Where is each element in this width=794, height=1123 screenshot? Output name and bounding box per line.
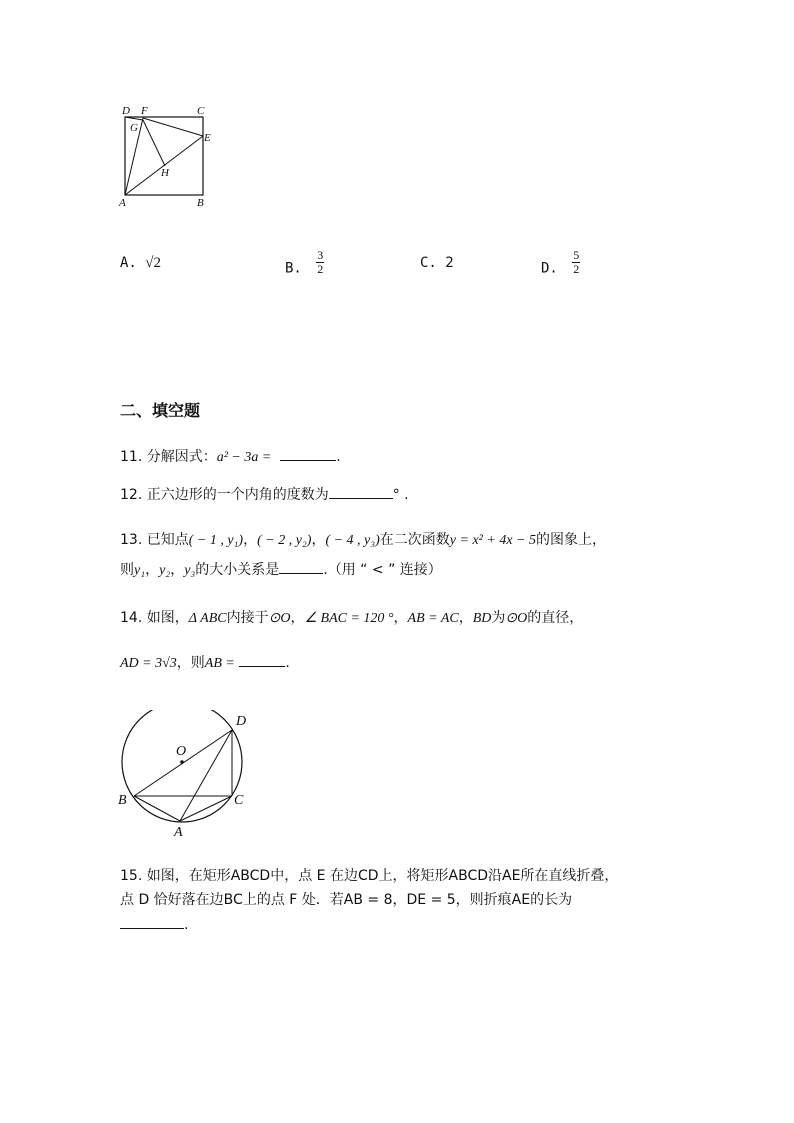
q14-angle: ∠ BAC = 120 ° [304, 611, 394, 626]
q14-suffix: . [285, 655, 290, 671]
q14-diameter: 的直径， [527, 610, 584, 626]
q13-line1-suffix: 的图象上， [535, 532, 606, 548]
question-15-line-2: 点 D 恰好落在边BC上的点 F 处．若AB = 8，DE = 5，则折痕AE的长为 [120, 892, 573, 908]
q13-y2: y₂ [159, 563, 171, 578]
q14-circle-1: ⊙O [268, 611, 291, 626]
label-a2: A [174, 825, 183, 840]
segment-ad [180, 730, 232, 821]
q13-sep-4: ， [170, 562, 185, 578]
circle-o [122, 710, 242, 822]
q13-sep-3: ， [145, 562, 160, 578]
option-d-label: D. [541, 260, 558, 277]
label-o: O [176, 744, 187, 759]
option-a[interactable] [120, 255, 161, 272]
q13-function: y = x² + 4x − 5 [449, 533, 536, 548]
option-a-label: A. [120, 255, 137, 271]
q13-prefix: 13. 已知点 [120, 532, 189, 548]
label-g: G [130, 122, 138, 134]
option-b-denominator: 2 [317, 262, 324, 276]
q13-line2-prefix: 则 [120, 562, 134, 578]
q13-line2-suffix: .（用 “ < ” 连接） [323, 562, 442, 578]
q13-sep-1: ， [243, 532, 258, 548]
q13-point-3: ( − 4 , y₃) [325, 533, 380, 548]
q13-point-1: ( − 1 , y₁) [188, 533, 244, 548]
q11-prefix: 11. 分解因式： [120, 449, 217, 465]
option-d-numerator: 5 [573, 248, 580, 262]
q14-is: 为 [491, 610, 506, 626]
q13-point-2: ( − 2 , y₂) [257, 533, 312, 548]
option-d-denominator: 2 [573, 262, 580, 276]
q14-bd: BD [472, 611, 492, 626]
option-b-label: B. [285, 260, 302, 277]
q13-answer-blank[interactable] [279, 559, 323, 574]
option-c-label: C. [420, 255, 437, 271]
q12-answer-blank[interactable] [329, 484, 393, 499]
segment-gh [143, 120, 165, 166]
geometry-figure-circle [112, 710, 262, 840]
q11-answer-blank[interactable] [280, 446, 336, 461]
q15-suffix: . [184, 917, 189, 933]
label-b: B [197, 197, 204, 209]
q14-ab: AB = [204, 656, 235, 671]
q14-equality: AB = AC [407, 611, 459, 626]
q12-suffix: ° . [392, 487, 409, 503]
label-d2: D [236, 714, 247, 729]
q14-prefix: 14. 如图， [120, 610, 189, 626]
option-b-numerator: 3 [317, 248, 324, 262]
q13-line2-mid: 的大小关系是 [195, 562, 280, 578]
q15-answer-blank[interactable] [120, 914, 184, 929]
q13-y1: y₁ [134, 563, 146, 578]
q12-text: 12. 正六边形的一个内角的度数为 [120, 487, 329, 503]
q14-answer-blank[interactable] [239, 652, 285, 667]
option-c[interactable] [420, 255, 454, 271]
label-e: E [204, 132, 211, 144]
question-13-line-2 [120, 559, 442, 581]
question-14-line-2 [120, 652, 290, 674]
option-d[interactable] [541, 248, 580, 282]
option-b[interactable] [285, 248, 324, 282]
q14-ad: AD = 3√3 [120, 656, 177, 671]
segment-fe [143, 118, 203, 136]
q14-then: ，则 [176, 655, 205, 671]
q14-circle-2: ⊙O [505, 611, 528, 626]
question-14-line-1: 14. 如图，Δ ABC内接于⊙O，∠ BAC = 120 °，AB = AC，BD为⊙O的直径， [120, 610, 584, 626]
q13-y3: y₃ [184, 563, 196, 578]
label-a: A [119, 197, 126, 209]
center-point-o [180, 760, 184, 764]
q14-triangle: Δ ABC [188, 611, 227, 626]
option-d-fraction [572, 249, 580, 276]
label-f: F [141, 105, 148, 117]
geometry-figure-square [115, 100, 225, 210]
q11-suffix: . [336, 449, 341, 465]
label-h: H [161, 167, 169, 179]
option-a-value: √2 [145, 255, 162, 271]
question-15-line-3 [120, 914, 188, 935]
q14-inscribed: 内接于 [226, 610, 269, 626]
label-d: D [122, 105, 130, 117]
question-12 [120, 484, 409, 505]
label-c: C [197, 105, 205, 117]
q13-mid: 在二次函数 [379, 532, 450, 548]
question-11 [120, 446, 341, 468]
label-c2: C [234, 793, 244, 808]
question-13-line-1 [120, 530, 606, 551]
option-c-value: 2 [445, 255, 454, 271]
q13-sep-2: ， [311, 532, 326, 548]
q11-expression: a² − 3a = [216, 450, 272, 465]
option-b-fraction [316, 249, 324, 276]
question-15-line-1: 15. 如图，在矩形ABCD中，点 E 在边CD上，将矩形ABCD沿AE所在直线折叠， [120, 868, 619, 884]
segment-ba [134, 796, 180, 821]
section-title: 二、填空题 [120, 401, 201, 420]
label-b2: B [118, 793, 127, 808]
